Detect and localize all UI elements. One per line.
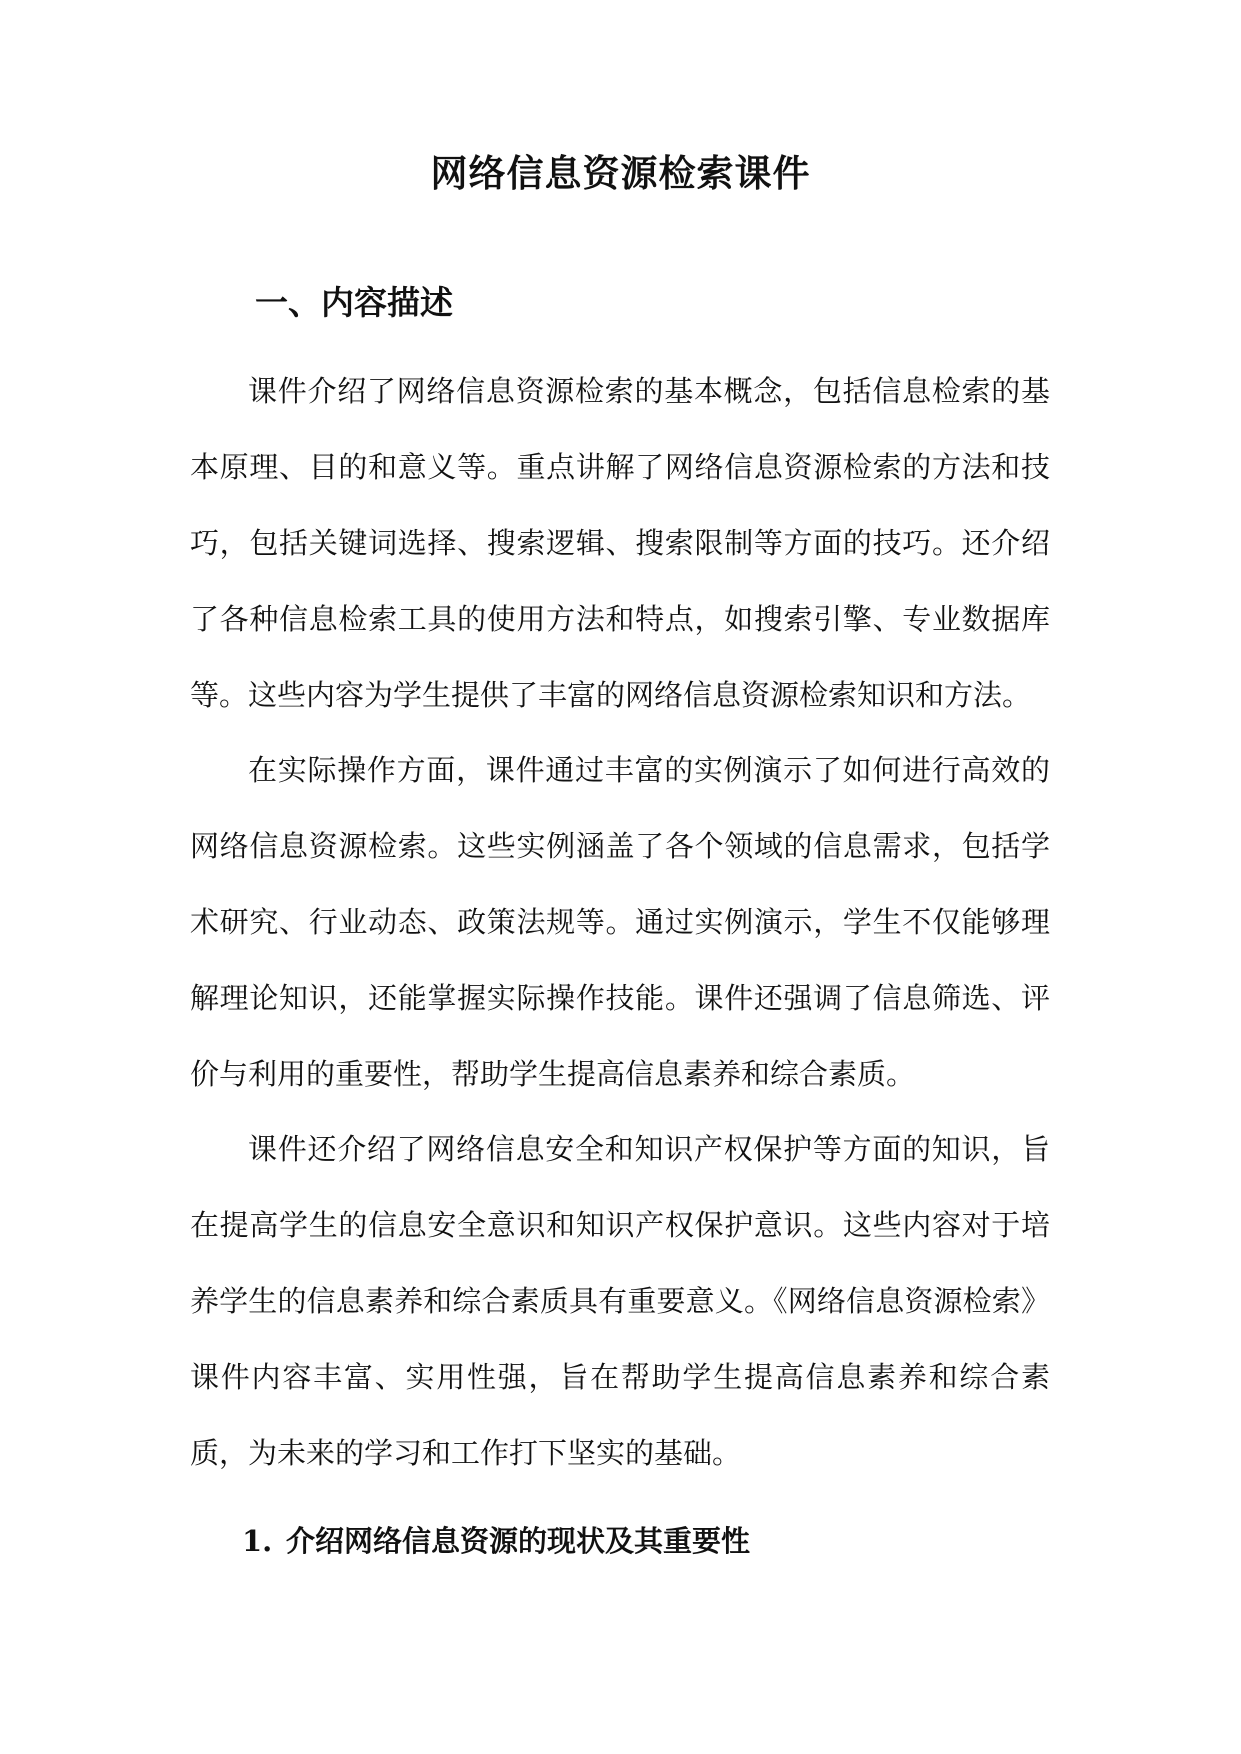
body-paragraph: 课件介绍了网络信息资源检索的基本概念，包括信息检索的基本原理、目的和意义等。重点讲解了网络信息资源检索的方法和技巧，包括关键词选择、搜索逻辑、搜索限制等方面的技巧。还介绍了各种信息检索工具的使用方法和特点，如搜索引擎、专业数据库等。这些内容为学生提供了丰富的网络信息资源检索知识和方法。 xyxy=(190,374,1050,712)
subsection-title: 介绍网络信息资源的现状及其重要性 xyxy=(286,1524,751,1558)
subsection-number: 1. xyxy=(242,1524,273,1558)
body-paragraph: 在实际操作方面，课件通过丰富的实例演示了如何进行高效的网络信息资源检索。这些实例涵盖了各个领域的信息需求，包括学术研究、行业动态、政策法规等。通过实例演示，学生不仅能够理解理论知识，还能掌握实际操作技能。课件还强调了信息筛选、评价与利用的重要性，帮助学生提高信息素养和综合素质。 xyxy=(190,753,1050,1091)
section-heading: 一、内容描述 xyxy=(255,283,453,322)
subsection-heading xyxy=(242,1520,750,1562)
document-title: 网络信息资源检索课件 xyxy=(430,151,811,195)
body-paragraph: 课件还介绍了网络信息安全和知识产权保护等方面的知识，旨在提高学生的信息安全意识和知识产权保护意识。这些内容对于培养学生的信息素养和综合素质具有重要意义。《网络信息资源检索》课件内容丰富、实用性强，旨在帮助学生提高信息素养和综合素质，为未来的学习和工作打下坚实的基础。 xyxy=(190,1132,1050,1470)
